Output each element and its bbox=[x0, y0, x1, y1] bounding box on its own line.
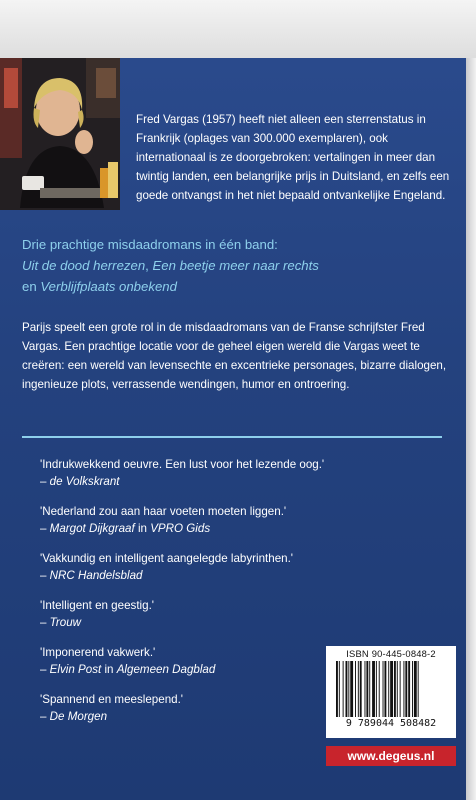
quote-source: – Trouw bbox=[40, 616, 82, 629]
barcode-panel bbox=[326, 646, 456, 738]
isbn-label: ISBN 90-445-0848-2 bbox=[346, 648, 436, 659]
review-quote bbox=[40, 691, 340, 725]
quote-text: 'Vakkundig en intelligent aangelegde labyrinthen.' bbox=[40, 552, 294, 565]
book-description: Parijs speelt een grote rol in de misdaadromans van de Franse schrijfster Fred Vargas. Een prachtige locatie voor de geheel eigen wereld die Vargas weet te creëren: een wereld van levensechte en excentrieke personages, bizarre dialogen, ingenieuze plots, verrassende wendingen, humor en ontroering. bbox=[22, 321, 447, 391]
quote-text: 'Indrukwekkend oeuvre. Een lust voor het lezende oog.' bbox=[40, 458, 325, 471]
section-divider bbox=[22, 436, 442, 438]
book-title-2: Een beetje meer naar rechts bbox=[152, 258, 319, 273]
quote-source: – De Morgen bbox=[40, 710, 108, 723]
barcode-icon bbox=[334, 661, 448, 717]
review-quote bbox=[40, 644, 340, 678]
review-quote bbox=[40, 503, 340, 537]
page-edge-top bbox=[0, 0, 476, 62]
highlight-block bbox=[22, 234, 458, 297]
review-quote bbox=[40, 456, 340, 490]
page-edge-right bbox=[466, 58, 476, 800]
quote-source: – Elvin Post in Algemeen Dagblad bbox=[40, 663, 216, 676]
author-bio: Fred Vargas (1957) heeft niet alleen een sterrenstatus in Frankrijk (oplages van 300.000 exemplaren), ook internationaal is ze doorgebroken: vertalingen in meer dan twintig landen, een belangrijke prijs in Duitsland, en zelfs een goede ontvangst in het niet bepaald ontvankelijke Engeland. bbox=[136, 113, 450, 202]
highlight-intro: Drie prachtige misdaadromans in één band: bbox=[22, 237, 278, 252]
ean-number: 9 789044 508482 bbox=[345, 718, 437, 729]
author-photo bbox=[0, 58, 120, 210]
quote-source: – de Volkskrant bbox=[40, 475, 120, 488]
quote-source: – NRC Handelsblad bbox=[40, 569, 143, 582]
quote-text: 'Imponerend vakwerk.' bbox=[40, 646, 156, 659]
review-quote bbox=[40, 550, 340, 584]
title-separator: , bbox=[145, 258, 153, 273]
title-conjunction: en bbox=[22, 279, 41, 294]
book-title-3: Verblijfplaats onbekend bbox=[40, 279, 177, 294]
publisher-url[interactable]: www.degeus.nl bbox=[326, 746, 456, 766]
quote-text: 'Nederland zou aan haar voeten moeten liggen.' bbox=[40, 505, 287, 518]
book-back-cover bbox=[0, 58, 466, 800]
quote-text: 'Intelligent en geestig.' bbox=[40, 599, 155, 612]
review-quote bbox=[40, 597, 340, 631]
quote-text: 'Spannend en meeslepend.' bbox=[40, 693, 184, 706]
book-title-1: Uit de dood herrezen bbox=[22, 258, 146, 273]
review-quotes bbox=[40, 456, 340, 738]
highlight-titles-line bbox=[22, 255, 458, 276]
quote-source: – Margot Dijkgraaf in VPRO Gids bbox=[40, 522, 211, 535]
highlight-titles-line-2 bbox=[22, 276, 458, 297]
